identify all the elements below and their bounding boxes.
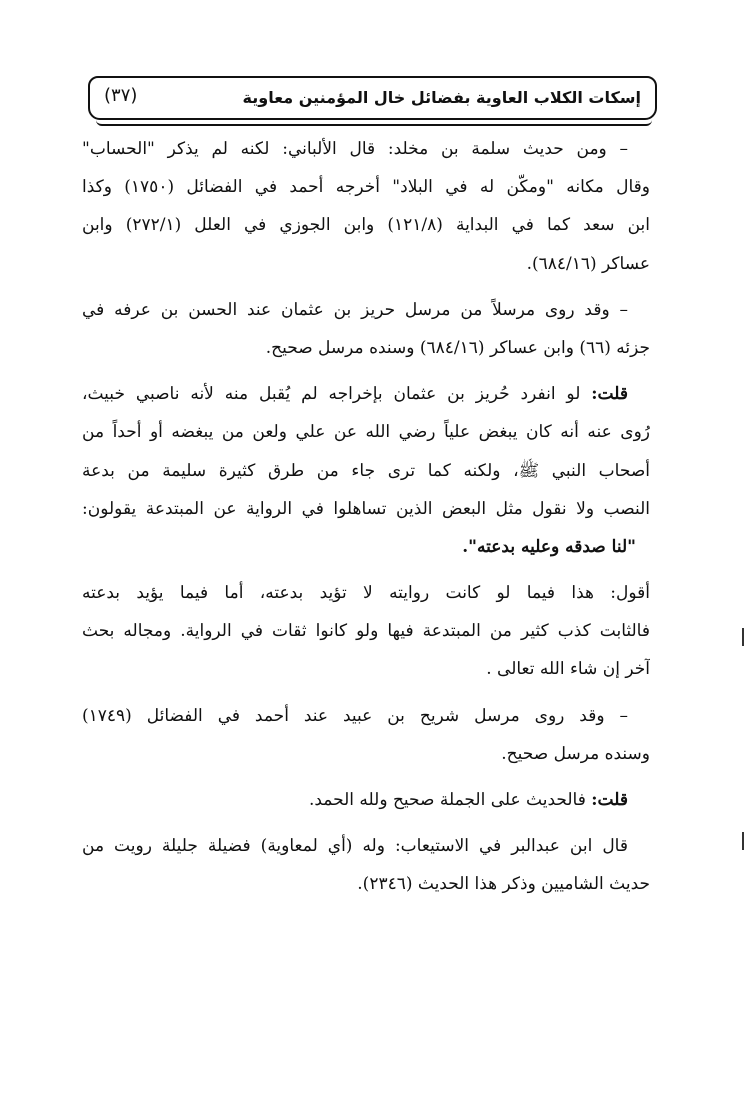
text-line: النصب ولا نقول مثل البعض الذين تساهلوا في الرواية عن المبتدعة يقولون: [82, 498, 650, 519]
text-line: رُوى عنه أنه كان يبغض علياً رضي الله عن علي ولعن من يبغضه أو أحداً من [82, 422, 650, 443]
text-line: وقال مكانه "ومكّن له في البلاد" أخرجه أحمد في الفضائل (١٧٥٠) وكذا [82, 177, 650, 198]
running-header [88, 76, 657, 120]
text-line: قال ابن عبدالبر في الاستيعاب: وله (أي لمعاوية) فضيلة جليلة رويت من [82, 836, 628, 857]
text-line [82, 781, 650, 819]
page-number: (٣٧) [104, 85, 138, 106]
quoted-saying [82, 528, 650, 566]
text-line: – ومن حديث سلمة بن مخلد: قال الألباني: لكنه لم يذكر "الحساب" [82, 139, 628, 159]
paragraph-1 [82, 130, 650, 283]
text-line: – وقد روى مرسل شريح بن عبيد عند أحمد في الفضائل (١٧٤٩) [82, 705, 628, 726]
text-line: آخر إن شاء الله تعالى . [486, 659, 650, 680]
book-title: إسكات الكلاب العاوية بفضائل خال المؤمنين معاوية [242, 88, 641, 107]
text-line: أصحاب النبي ﷺ، ولكنه كما ترى جاء من طرق كثيرة سليمة من بدعة [82, 460, 650, 481]
header-underline [96, 120, 652, 126]
text-line: فالثابت كذب كثير من المبتدعة فيها ولو كانوا ثقات في الرواية. ومجاله بحث [82, 621, 650, 642]
line-text: فالحديث على الجملة صحيح ولله الحمد. [308, 790, 586, 810]
text-line [82, 375, 650, 413]
paragraph-3 [82, 375, 650, 528]
text-line: "لنا صدقه وعليه بدعته". [462, 536, 636, 557]
text-line: حديث الشاميين وذكر هذا الحديث (٢٣٤٦). [357, 874, 650, 895]
main-text [82, 130, 650, 904]
text-line: عساكر (٦٨٤/١٦). [526, 253, 650, 274]
text-line: ابن سعد كما في البداية (١٢١/٨) وابن الجوزي في العلل (٢٧٢/١) وابن [82, 215, 650, 236]
paragraph-2 [82, 291, 650, 367]
paragraph-6 [82, 781, 650, 819]
text-line: وسنده مرسل صحيح. [501, 743, 650, 764]
lead-word: قلت: [591, 384, 629, 405]
paragraph-5 [82, 697, 650, 773]
paragraph-4 [82, 574, 650, 689]
lead-word: قلت: [591, 790, 628, 810]
paragraph-7 [82, 827, 650, 903]
line-text: لو انفرد حُريز بن عثمان بإخراجه لم يُقبل منه لأنه ناصبي خبيث، [82, 384, 581, 405]
text-line: أقول: هذا فيما لو كانت روايته لا تؤيد بدعته، أما فيما يؤيد بدعته [82, 583, 650, 604]
text-line: جزئه (٦٦) وابن عساكر (٦٨٤/١٦) وسنده مرسل صحيح. [265, 337, 650, 358]
scan-margin-mark [742, 832, 744, 850]
text-line: – وقد روى مرسلاً من مرسل حريز بن عثمان عند الحسن بن عرفه في [82, 299, 628, 320]
scan-margin-mark [742, 628, 744, 646]
